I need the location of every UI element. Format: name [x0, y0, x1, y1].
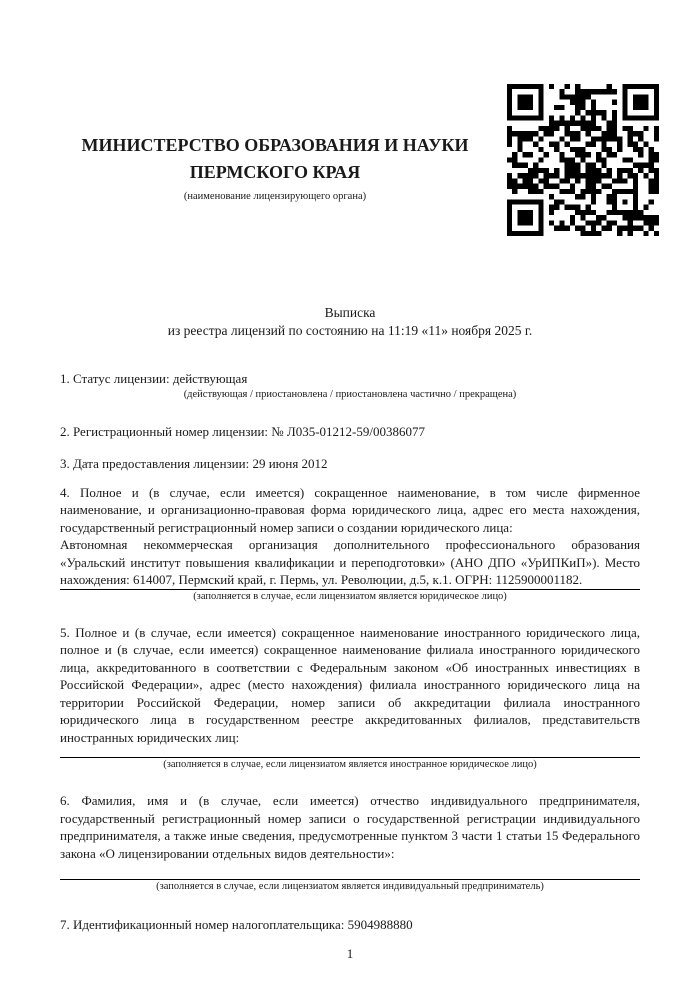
foreign-entity-clause: 5. Полное и (в случае, если имеется) сокращенное наименование иностранного юридического лица, полное и (в случае, если имеется) сокращенное наименование филиала иностранного юридического лица, аккредитованного в соответствии с Федеральным законом «Об иностранных инвестициях в Российской Федерации», адрес (место нахождения) филиала иностранного юридического лица на территории Российской Федерации, номер записи об аккредитации филиала иностранного юридического лица в государственном реестре аккредитованных филиалов, представительств иностранных юридических лиц: — [60, 624, 640, 745]
document-title — [60, 304, 640, 340]
legal-entity-clause: 4. Полное и (в случае, если имеется) сокращенное наименование, в том числе фирменное наименование, и организационно-правовая форма юридического лица, адрес его места нахождения, государственный регистрационный номер записи о создании юридического лица: — [60, 484, 640, 535]
foreign-entity-caption: (заполняется в случае, если лицензиатом является иностранное юридическое лицо) — [163, 759, 537, 770]
ministry-name-line1: МИНИСТЕРСТВО ОБРАЗОВАНИЯ И НАУКИ — [81, 135, 469, 155]
taxpayer-id: 7. Идентификационный номер налогоплательщика: 5904988880 — [60, 917, 413, 932]
document-title-line1: Выписка — [324, 305, 376, 320]
qr-code-icon — [507, 84, 659, 236]
legal-entity-caption: (заполняется в случае, если лицензиатом является юридическое лицо) — [193, 590, 507, 602]
entrepreneur-caption: (заполняется в случае, если лицензиатом является индивидуальный предприниматель) — [156, 881, 544, 892]
license-grant-date: 3. Дата предоставления лицензии: 29 июня 2012 — [60, 456, 328, 471]
legal-entity-value: Автономная некоммерческая организация дополнительного профессионального образования «Уральский институт повышения квалификации и переподготовки» (АНО ДПО «УрИПКиП»). Место нахождения: 614007, Пермский край, г. Пермь, ул. Революции, д.5, к.1. ОГРН: 1125900001182. — [60, 537, 640, 587]
issuing-authority-block — [60, 132, 490, 203]
license-status: 1. Статус лицензии: действующая — [60, 371, 248, 386]
entrepreneur-clause: 6. Фамилия, имя и (в случае, если имеется) отчество индивидуального предпринимателя, государственный регистрационный номер записи о государственной регистрации индивидуального предпринимателя, а также иные сведения, предусмотренные пунктом 3 части 1 статьи 15 Федерального закона «О лицензировании отдельных видов деятельности»: — [60, 793, 640, 861]
license-status-caption: (действующая / приостановлена / приостановлена частично / прекращена) — [183, 388, 517, 400]
ministry-caption: (наименование лицензирующего органа) — [183, 191, 367, 202]
ministry-name-line2: ПЕРМСКОГО КРАЯ — [189, 162, 361, 182]
license-registration-number: 2. Регистрационный номер лицензии: № Л035-01212-59/00386077 — [60, 423, 426, 439]
page-number: 1 — [346, 945, 354, 961]
document-title-line2: из реестра лицензий по состоянию на 11:19 «11» ноября 2025 г. — [167, 323, 533, 338]
document-header — [60, 0, 640, 260]
